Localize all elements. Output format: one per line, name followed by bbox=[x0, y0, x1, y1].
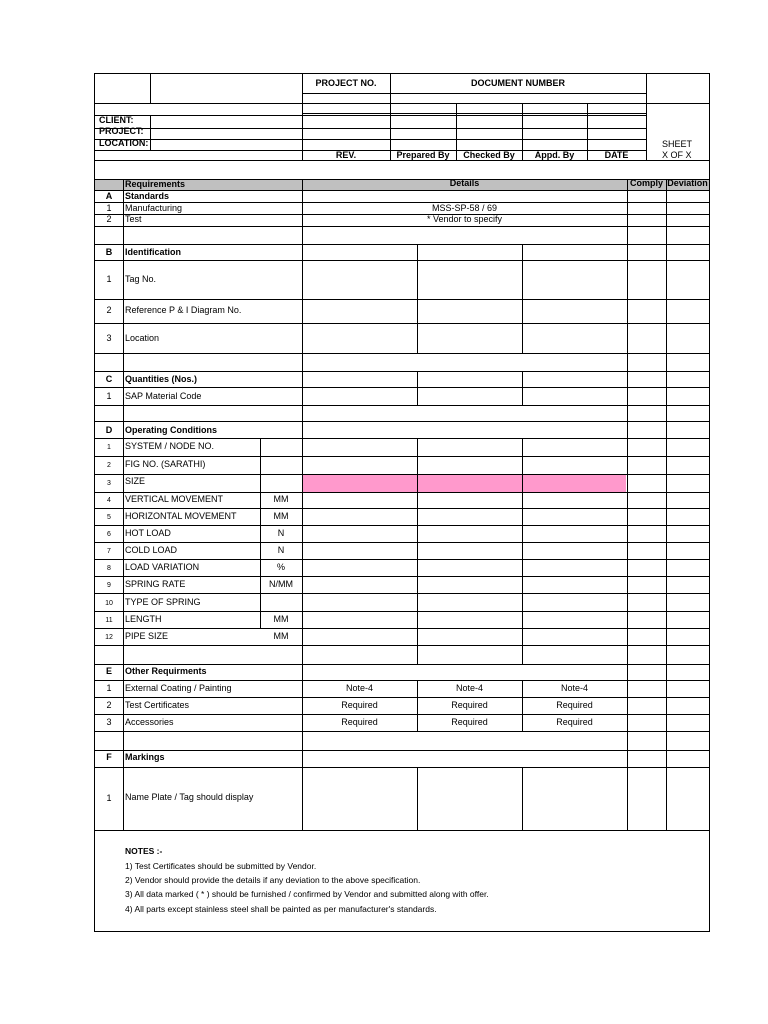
row-number: 1 bbox=[106, 203, 112, 213]
row-label: SYSTEM / NODE NO. bbox=[125, 441, 215, 451]
row-unit: MM bbox=[273, 631, 289, 641]
rule bbox=[646, 74, 647, 160]
row-label: Name Plate / Tag should display bbox=[125, 792, 254, 802]
rule bbox=[95, 593, 709, 594]
row-unit: MM bbox=[273, 511, 289, 521]
rule bbox=[95, 323, 709, 324]
rev-label: REV. bbox=[335, 150, 357, 160]
rule bbox=[95, 405, 709, 406]
prepared-by-label: Prepared By bbox=[396, 150, 450, 160]
rule bbox=[522, 371, 523, 405]
row-number: 1 bbox=[106, 683, 112, 693]
rule bbox=[95, 387, 709, 388]
row-label: Tag No. bbox=[125, 274, 157, 284]
project-no-label: PROJECT NO. bbox=[315, 78, 377, 88]
row-number: 3 bbox=[106, 333, 112, 343]
row-unit: MM bbox=[273, 614, 289, 624]
row-value: Note-4 bbox=[560, 683, 588, 693]
section-e-title: Other Requirments bbox=[125, 666, 207, 676]
size-highlight-cell bbox=[302, 475, 626, 492]
sheet-label: SHEET bbox=[662, 139, 693, 149]
row-label: FIG NO. (SARATHI) bbox=[125, 459, 206, 469]
section-c-letter: C bbox=[105, 374, 113, 384]
rule bbox=[95, 244, 709, 245]
section-f-letter: F bbox=[106, 752, 112, 762]
row-label: Test bbox=[125, 214, 142, 224]
document-number-label: DOCUMENT NUMBER bbox=[471, 78, 565, 88]
row-value: Required bbox=[556, 717, 593, 727]
row-number: 1 bbox=[106, 793, 112, 803]
rule bbox=[95, 438, 709, 439]
rule bbox=[95, 103, 709, 104]
row-label: PIPE SIZE bbox=[125, 631, 169, 641]
rule bbox=[95, 767, 709, 768]
row-value: Required bbox=[341, 700, 378, 710]
rule bbox=[95, 830, 709, 831]
details-header: Details bbox=[449, 178, 480, 188]
rule bbox=[666, 179, 667, 830]
row-number: 1 bbox=[106, 391, 112, 401]
rule bbox=[95, 628, 709, 629]
rule bbox=[302, 93, 646, 94]
row-label: SAP Material Code bbox=[125, 391, 202, 401]
section-b-title: Identification bbox=[125, 247, 181, 257]
row-label: Reference P & I Diagram No. bbox=[125, 305, 242, 315]
rule bbox=[95, 299, 709, 300]
row-unit: N bbox=[277, 545, 285, 555]
rule bbox=[627, 179, 628, 830]
note-item: 1) Test Certificates should be submitted by Vendor. bbox=[125, 861, 317, 871]
row-label: VERTICAL MOVEMENT bbox=[125, 494, 224, 504]
row-label: LENGTH bbox=[125, 614, 162, 624]
section-a-title: Standards bbox=[125, 191, 170, 201]
row-number: 2 bbox=[106, 305, 112, 315]
row-number: 7 bbox=[107, 548, 111, 555]
rule bbox=[302, 113, 646, 114]
client-label: CLIENT: bbox=[99, 115, 134, 125]
section-a-letter: A bbox=[105, 191, 113, 201]
comply-header: Comply bbox=[629, 178, 663, 188]
datasheet-form bbox=[94, 73, 710, 932]
rule bbox=[95, 559, 709, 560]
row-number: 4 bbox=[107, 497, 111, 504]
rule bbox=[150, 115, 151, 150]
row-value: Required bbox=[341, 717, 378, 727]
sheet-value: X OF X bbox=[662, 150, 692, 160]
rule bbox=[95, 664, 709, 665]
rule bbox=[522, 244, 523, 354]
row-unit: N/MM bbox=[269, 579, 293, 589]
rule bbox=[150, 74, 151, 103]
row-label: Test Certificates bbox=[125, 700, 190, 710]
appd-by-label: Appd. By bbox=[534, 150, 575, 160]
row-value: Note-4 bbox=[455, 683, 483, 693]
row-label: External Coating / Painting bbox=[125, 683, 232, 693]
rule bbox=[95, 371, 709, 372]
rule bbox=[417, 371, 418, 405]
rule bbox=[123, 179, 124, 830]
rule bbox=[95, 508, 709, 509]
row-label: Manufacturing bbox=[125, 203, 183, 213]
row-number: 6 bbox=[107, 531, 111, 538]
rule bbox=[95, 115, 646, 116]
row-label: HORIZONTAL MOVEMENT bbox=[125, 511, 237, 521]
rule bbox=[95, 750, 709, 751]
rule bbox=[95, 680, 709, 681]
deviation-header: Deviation bbox=[667, 178, 708, 188]
row-detail: * Vendor to specify bbox=[426, 214, 503, 224]
section-e-letter: E bbox=[105, 666, 112, 676]
row-number: 5 bbox=[107, 514, 111, 521]
row-label: COLD LOAD bbox=[125, 545, 178, 555]
rule bbox=[95, 456, 709, 457]
note-item: 3) All data marked ( * ) should be furnished / confirmed by Vendor and submitted along with offer. bbox=[125, 889, 489, 899]
rule bbox=[95, 139, 646, 140]
rule bbox=[417, 438, 418, 664]
rule bbox=[522, 438, 523, 664]
note-item: 2) Vendor should provide the details if any deviation to the above specification. bbox=[125, 875, 421, 885]
row-number: 2 bbox=[106, 214, 112, 224]
row-label: SIZE bbox=[125, 476, 146, 486]
notes-title: NOTES :- bbox=[125, 846, 163, 856]
section-d-title: Operating Conditions bbox=[125, 425, 217, 435]
row-label: HOT LOAD bbox=[125, 528, 171, 538]
date-label: DATE bbox=[604, 150, 629, 160]
rule bbox=[95, 731, 709, 732]
row-value: Required bbox=[556, 700, 593, 710]
section-c-title: Quantities (Nos.) bbox=[125, 374, 198, 384]
row-value: Required bbox=[451, 717, 488, 727]
row-number: 11 bbox=[105, 617, 113, 624]
requirements-header: Requirements bbox=[125, 179, 186, 189]
location-label: LOCATION: bbox=[99, 138, 149, 148]
rule bbox=[95, 714, 709, 715]
row-unit: MM bbox=[273, 494, 289, 504]
row-number: 12 bbox=[105, 634, 113, 641]
rule bbox=[95, 260, 709, 261]
rule bbox=[95, 645, 709, 646]
row-label: LOAD VARIATION bbox=[125, 562, 200, 572]
section-b-letter: B bbox=[105, 247, 113, 257]
row-label: TYPE OF SPRING bbox=[125, 597, 201, 607]
row-unit: % bbox=[276, 562, 285, 572]
rule bbox=[95, 128, 646, 129]
section-d-letter: D bbox=[105, 425, 113, 435]
note-item: 4) All parts except stainless steel shall be painted as per manufacturer's standards. bbox=[125, 904, 437, 914]
row-label: Accessories bbox=[125, 717, 174, 727]
rule bbox=[95, 576, 709, 577]
rule bbox=[95, 697, 709, 698]
rule bbox=[95, 492, 709, 493]
row-number: 3 bbox=[106, 717, 112, 727]
row-number: 3 bbox=[107, 480, 111, 487]
checked-by-label: Checked By bbox=[463, 150, 515, 160]
rule bbox=[417, 767, 418, 830]
rule bbox=[95, 190, 709, 191]
row-unit: N bbox=[277, 528, 285, 538]
row-number: 1 bbox=[106, 274, 112, 284]
rule bbox=[95, 474, 709, 475]
row-value: Note-4 bbox=[345, 683, 373, 693]
rule bbox=[95, 353, 709, 354]
rule bbox=[95, 542, 709, 543]
row-number: 8 bbox=[107, 565, 111, 572]
section-f-title: Markings bbox=[125, 752, 165, 762]
row-value: Required bbox=[451, 700, 488, 710]
project-label: PROJECT: bbox=[99, 126, 144, 136]
row-number: 9 bbox=[107, 582, 111, 589]
rule bbox=[95, 525, 709, 526]
row-number: 2 bbox=[107, 462, 111, 469]
rule bbox=[417, 244, 418, 354]
rule bbox=[95, 226, 709, 227]
rule bbox=[95, 421, 709, 422]
row-label: SPRING RATE bbox=[125, 579, 186, 589]
row-label: Location bbox=[125, 333, 160, 343]
row-number: 1 bbox=[107, 444, 111, 451]
rule bbox=[302, 179, 303, 830]
rule bbox=[95, 611, 709, 612]
rule bbox=[522, 767, 523, 830]
row-number: 10 bbox=[105, 600, 113, 607]
row-detail: MSS-SP-58 / 69 bbox=[431, 203, 498, 213]
row-number: 2 bbox=[106, 700, 112, 710]
